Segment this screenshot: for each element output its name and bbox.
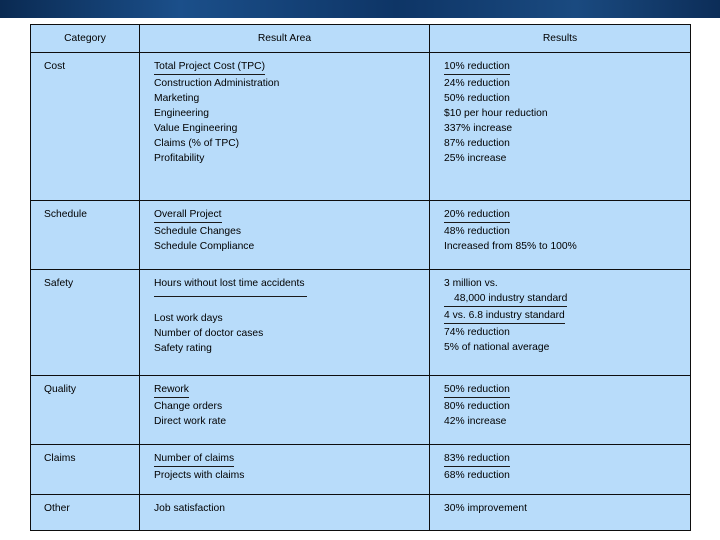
result-item: 20% reduction bbox=[444, 208, 510, 223]
area-item: Safety rating bbox=[154, 343, 212, 354]
results-cell bbox=[430, 270, 691, 376]
table-row-quality bbox=[31, 376, 691, 445]
table-row-safety bbox=[31, 270, 691, 376]
area-item: Number of claims bbox=[154, 452, 234, 467]
area-item: Marketing bbox=[154, 93, 200, 104]
result-item: 74% reduction bbox=[444, 327, 510, 338]
area-item: Value Engineering bbox=[154, 123, 238, 134]
result-item: 48% reduction bbox=[444, 226, 510, 237]
area-item: Construction Administration bbox=[154, 78, 280, 89]
results-cell bbox=[430, 445, 691, 495]
area-item: Total Project Cost (TPC) bbox=[154, 60, 265, 75]
result-item: 87% reduction bbox=[444, 138, 510, 149]
result-item: $10 per hour reduction bbox=[444, 108, 548, 119]
result-item: 68% reduction bbox=[444, 470, 510, 481]
result-item: 30% improvement bbox=[444, 503, 527, 514]
result-area-cell bbox=[140, 270, 430, 376]
table-row-claims bbox=[31, 445, 691, 495]
result-item: 83% reduction bbox=[444, 452, 510, 467]
result-item: 50% reduction bbox=[444, 93, 510, 104]
table-row-cost bbox=[31, 53, 691, 201]
area-item: Job satisfaction bbox=[154, 503, 225, 514]
result-item: 337% increase bbox=[444, 123, 513, 134]
result-item: 80% reduction bbox=[444, 401, 510, 412]
area-item: Change orders bbox=[154, 401, 223, 412]
area-item: Hours without lost time accidents bbox=[154, 277, 307, 297]
area-item: Overall Project bbox=[154, 208, 222, 223]
table-row-other bbox=[31, 495, 691, 531]
results-cell bbox=[430, 201, 691, 270]
result-item: 25% increase bbox=[444, 153, 507, 164]
result-item: 5% of national average bbox=[444, 342, 550, 353]
header-row bbox=[31, 25, 691, 53]
category-cell: Other bbox=[31, 495, 140, 531]
result-item: 24% reduction bbox=[444, 78, 510, 89]
category-cell: Schedule bbox=[31, 201, 140, 270]
area-item: Schedule Changes bbox=[154, 226, 242, 237]
results-table bbox=[30, 24, 691, 531]
area-item: Rework bbox=[154, 383, 189, 398]
result-item: 3 million vs. bbox=[444, 278, 498, 289]
result-area-cell bbox=[140, 376, 430, 445]
area-item: Projects with claims bbox=[154, 470, 245, 481]
result-area-cell bbox=[140, 201, 430, 270]
result-item: 4 vs. 6.8 industry standard bbox=[444, 309, 565, 324]
area-item: Profitability bbox=[154, 153, 205, 164]
result-item: 50% reduction bbox=[444, 383, 510, 398]
category-cell: Quality bbox=[31, 376, 140, 445]
title-bar bbox=[0, 0, 720, 18]
area-item: Engineering bbox=[154, 108, 209, 119]
result-item: 48,000 industry standard bbox=[444, 292, 567, 307]
category-cell: Cost bbox=[31, 53, 140, 201]
area-item: Direct work rate bbox=[154, 416, 227, 427]
result-item: 10% reduction bbox=[444, 60, 510, 75]
header-category: Category bbox=[31, 25, 140, 53]
header-result-area: Result Area bbox=[140, 25, 430, 53]
result-area-cell bbox=[140, 53, 430, 201]
area-item: Lost work days bbox=[154, 313, 223, 324]
area-item: Claims (% of TPC) bbox=[154, 138, 240, 149]
results-cell bbox=[430, 376, 691, 445]
table-row-schedule bbox=[31, 201, 691, 270]
result-item: 42% increase bbox=[444, 416, 507, 427]
area-item: Number of doctor cases bbox=[154, 328, 264, 339]
results-cell bbox=[430, 495, 691, 531]
result-item: Increased from 85% to 100% bbox=[444, 241, 577, 252]
result-area-cell bbox=[140, 445, 430, 495]
category-cell: Safety bbox=[31, 270, 140, 376]
category-cell: Claims bbox=[31, 445, 140, 495]
result-area-cell bbox=[140, 495, 430, 531]
results-cell bbox=[430, 53, 691, 201]
header-results: Results bbox=[430, 25, 691, 53]
area-item: Schedule Compliance bbox=[154, 241, 255, 252]
